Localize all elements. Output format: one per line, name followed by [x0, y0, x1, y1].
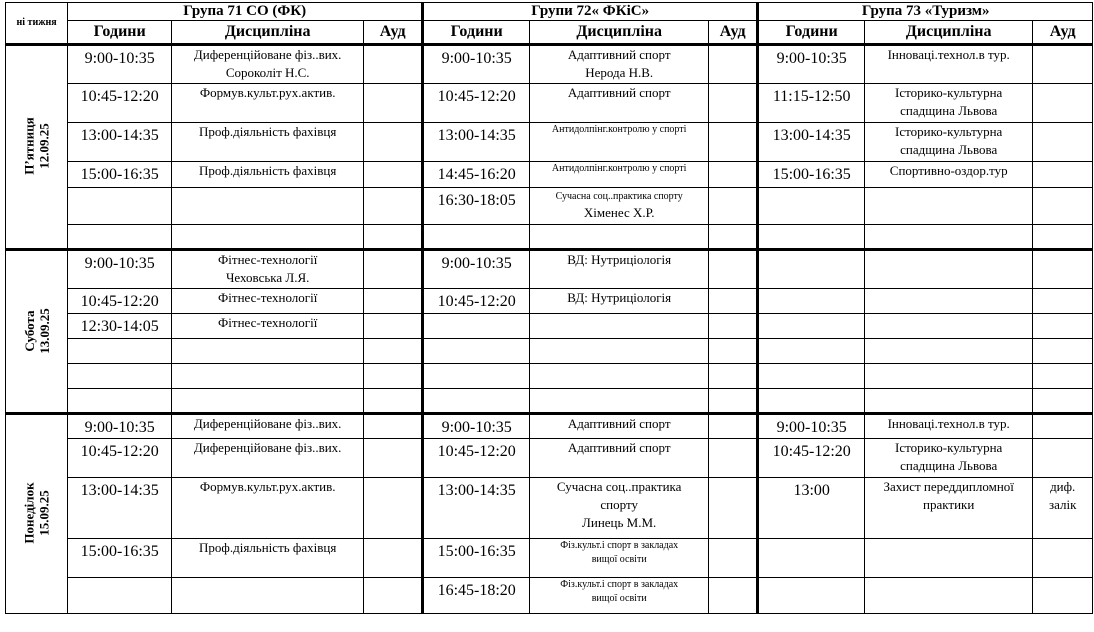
column-header-row: [6, 21, 1093, 45]
subject-line: Формув.культ.рух.актив.: [199, 479, 336, 494]
time-cell: [423, 314, 530, 339]
subject-cell: [172, 123, 364, 162]
subject-cell: [172, 389, 364, 414]
time-cell: 9:00-10:35: [758, 414, 865, 439]
time-cell: [423, 364, 530, 389]
col-header-time: Години: [68, 21, 172, 45]
subject-cell: [865, 339, 1033, 364]
subject-line: Формув.культ.рух.актив.: [199, 85, 336, 100]
aud-cell: [1033, 45, 1093, 84]
subject-line: Антидолпінг.контролю у спорті: [551, 163, 687, 174]
subject-cell: [172, 162, 364, 188]
time-cell: 15:00-16:35: [68, 162, 172, 188]
day-name: Понеділок: [21, 482, 37, 544]
subject-line: вищої освіти: [591, 593, 647, 604]
subject-cell: [865, 364, 1033, 389]
schedule-row: [6, 389, 1093, 414]
subject-cell: [172, 339, 364, 364]
group-73-header: Група 73 «Туризм»: [758, 3, 1093, 21]
col-header-subject: Дисципліна: [172, 21, 364, 45]
schedule-row: [6, 45, 1093, 84]
subject-line: Фітнес-технології: [218, 290, 318, 305]
subject-cell: [865, 439, 1033, 478]
schedule-row: [6, 478, 1093, 539]
time-cell: [68, 578, 172, 614]
subject-line: Диференційоване фіз..вих.: [193, 47, 342, 62]
subject-cell: [172, 84, 364, 123]
day-name: Субота: [21, 309, 37, 352]
subject-cell: [865, 478, 1033, 539]
time-cell: 9:00-10:35: [423, 45, 530, 84]
subject-line: Інноваці.технол.в тур.: [887, 416, 1010, 431]
time-cell: 13:00-14:35: [758, 123, 865, 162]
subject-cell: [530, 84, 709, 123]
subject-line: Проф.діяльність фахівця: [199, 540, 337, 555]
subject-line: Проф.діяльність фахівця: [199, 124, 337, 139]
time-cell: 13:00-14:35: [68, 123, 172, 162]
aud-cell: [709, 439, 758, 478]
aud-cell: [1033, 162, 1093, 188]
aud-cell: [364, 314, 423, 339]
subject-cell: [865, 289, 1033, 314]
subject-cell: [530, 250, 709, 289]
aud-cell: [1033, 389, 1093, 414]
subject-line: Адаптивний спорт: [567, 416, 671, 431]
time-cell: 10:45-12:20: [423, 289, 530, 314]
day-label: [22, 308, 52, 354]
day-label: [22, 482, 52, 543]
time-cell: [758, 250, 865, 289]
aud-cell: [709, 339, 758, 364]
col-header-time: Години: [758, 21, 865, 45]
schedule-row: [6, 123, 1093, 162]
aud-cell: [1033, 188, 1093, 225]
aud-cell: [1033, 225, 1093, 250]
aud-cell: [709, 45, 758, 84]
aud-cell: [364, 578, 423, 614]
col-header-subject: Дисципліна: [530, 21, 709, 45]
subject-cell: [530, 123, 709, 162]
schedule-row: [6, 250, 1093, 289]
time-cell: 13:00-14:35: [423, 123, 530, 162]
subject-cell: [865, 578, 1033, 614]
aud-cell: [709, 539, 758, 578]
subject-line: спадщина Львова: [900, 142, 998, 157]
subject-line: Фітнес-технології: [218, 315, 318, 330]
subject-cell: [530, 162, 709, 188]
subject-line: Історико-культурна: [895, 440, 1003, 455]
time-cell: 15:00-16:35: [68, 539, 172, 578]
subject-cell: [530, 478, 709, 539]
subject-line: Історико-культурна: [895, 124, 1003, 139]
time-cell: 12:30-14:05: [68, 314, 172, 339]
day-date: 12.09.25: [36, 123, 52, 169]
subject-cell: [172, 250, 364, 289]
time-cell: [423, 389, 530, 414]
subject-line: Хіменес Х.Р.: [583, 205, 655, 220]
schedule-row: [6, 188, 1093, 225]
subject-cell: [530, 414, 709, 439]
time-cell: 15:00-16:35: [758, 162, 865, 188]
aud-line: диф.: [1050, 479, 1076, 494]
subject-line: спорту: [600, 497, 638, 512]
subject-cell: [865, 162, 1033, 188]
subject-line: вищої освіти: [591, 554, 647, 565]
subject-cell: [172, 539, 364, 578]
aud-cell: [1033, 578, 1093, 614]
schedule-row: [6, 439, 1093, 478]
subject-cell: [172, 45, 364, 84]
time-cell: 15:00-16:35: [423, 539, 530, 578]
aud-cell: [709, 250, 758, 289]
subject-line: Нерода Н.В.: [585, 65, 654, 80]
aud-cell: [1033, 314, 1093, 339]
aud-cell: [709, 188, 758, 225]
subject-cell: [865, 45, 1033, 84]
subject-cell: [530, 314, 709, 339]
schedule-row: [6, 314, 1093, 339]
time-cell: [758, 188, 865, 225]
subject-line: ВД: Нутриціологія: [567, 252, 672, 267]
subject-cell: [530, 389, 709, 414]
aud-cell: [709, 414, 758, 439]
aud-cell: [364, 162, 423, 188]
aud-cell: [364, 123, 423, 162]
schedule-row: [6, 289, 1093, 314]
schedule-row: [6, 339, 1093, 364]
schedule-row: [6, 162, 1093, 188]
time-cell: 16:45-18:20: [423, 578, 530, 614]
aud-cell: [1033, 364, 1093, 389]
subject-line: практики: [923, 497, 975, 512]
time-cell: [758, 578, 865, 614]
schedule-table: [5, 2, 1093, 614]
time-cell: [68, 364, 172, 389]
subject-line: Диференційоване фіз..вих.: [193, 416, 342, 431]
subject-line: Спортивно-оздор.тур: [889, 163, 1008, 178]
day-label: [22, 117, 52, 174]
subject-cell: [172, 439, 364, 478]
aud-cell: [709, 364, 758, 389]
day-column-header: ні тижня: [6, 3, 68, 45]
aud-cell: [709, 225, 758, 250]
subject-cell: [172, 225, 364, 250]
aud-cell: [709, 578, 758, 614]
time-cell: [423, 225, 530, 250]
time-cell: 10:45-12:20: [758, 439, 865, 478]
subject-line: Сороколіт Н.С.: [225, 65, 310, 80]
subject-line: Захист переддипломної: [883, 479, 1014, 494]
time-cell: [68, 225, 172, 250]
subject-line: Проф.діяльність фахівця: [199, 163, 337, 178]
schedule-row: [6, 364, 1093, 389]
time-cell: 9:00-10:35: [423, 414, 530, 439]
aud-cell: [364, 225, 423, 250]
group-header-row: [6, 3, 1093, 21]
aud-cell: [1033, 84, 1093, 123]
aud-cell: [1033, 250, 1093, 289]
time-cell: 13:00-14:35: [68, 478, 172, 539]
subject-line: Адаптивний спорт: [567, 440, 671, 455]
time-cell: 13:00-14:35: [423, 478, 530, 539]
time-cell: 14:45-16:20: [423, 162, 530, 188]
subject-line: Антидолпінг.контролю у спорті: [551, 124, 687, 135]
time-cell: 9:00-10:35: [68, 414, 172, 439]
time-cell: [758, 225, 865, 250]
time-cell: [758, 389, 865, 414]
subject-line: Фіз.культ.і спорт в закладах: [560, 540, 679, 551]
time-cell: 10:45-12:20: [68, 84, 172, 123]
col-header-aud: Ауд: [709, 21, 758, 45]
time-cell: 9:00-10:35: [758, 45, 865, 84]
subject-cell: [865, 539, 1033, 578]
time-cell: [758, 539, 865, 578]
time-cell: [68, 389, 172, 414]
aud-cell: [1033, 289, 1093, 314]
subject-line: Чеховська Л.Я.: [225, 270, 310, 285]
time-cell: 10:45-12:20: [68, 289, 172, 314]
subject-line: Інноваці.технол.в тур.: [887, 47, 1010, 62]
aud-cell: [709, 84, 758, 123]
aud-cell: [364, 84, 423, 123]
subject-cell: [865, 314, 1033, 339]
day-date: 13.09.25: [36, 307, 52, 354]
time-cell: [758, 314, 865, 339]
subject-cell: [530, 339, 709, 364]
aud-cell: [1033, 123, 1093, 162]
time-cell: 10:45-12:20: [423, 84, 530, 123]
subject-cell: [865, 250, 1033, 289]
group-71-header: Група 71 СО (ФК): [68, 3, 423, 21]
subject-line: Адаптивний спорт: [567, 85, 671, 100]
time-cell: 10:45-12:20: [68, 439, 172, 478]
group-72-header: Групи 72« ФКіС»: [423, 3, 758, 21]
time-cell: 9:00-10:35: [68, 45, 172, 84]
aud-cell: [364, 45, 423, 84]
subject-cell: [530, 225, 709, 250]
aud-cell: [709, 123, 758, 162]
aud-cell: [364, 478, 423, 539]
aud-cell: [709, 389, 758, 414]
subject-cell: [172, 414, 364, 439]
subject-line: Диференційоване фіз..вих.: [193, 440, 342, 455]
subject-line: ВД: Нутриціологія: [567, 290, 672, 305]
day-label-cell: [6, 45, 68, 250]
aud-line: залік: [1048, 497, 1077, 512]
time-cell: 10:45-12:20: [423, 439, 530, 478]
subject-cell: [865, 414, 1033, 439]
schedule-row: [6, 225, 1093, 250]
time-cell: 13:00: [758, 478, 865, 539]
aud-cell: [709, 314, 758, 339]
aud-cell: [1033, 478, 1093, 539]
time-cell: 9:00-10:35: [68, 250, 172, 289]
time-cell: [758, 289, 865, 314]
day-name: П’ятниця: [21, 117, 37, 175]
subject-cell: [172, 314, 364, 339]
time-cell: 16:30-18:05: [423, 188, 530, 225]
subject-cell: [530, 578, 709, 614]
aud-cell: [364, 289, 423, 314]
col-header-time: Години: [423, 21, 530, 45]
aud-cell: [709, 162, 758, 188]
subject-line: Адаптивний спорт: [567, 47, 671, 62]
aud-cell: [1033, 439, 1093, 478]
aud-cell: [364, 364, 423, 389]
subject-cell: [530, 539, 709, 578]
aud-cell: [1033, 539, 1093, 578]
time-cell: [758, 339, 865, 364]
subject-line: Линець М.М.: [582, 515, 657, 530]
time-cell: [423, 339, 530, 364]
subject-line: Фіз.культ.і спорт в закладах: [560, 579, 679, 590]
aud-cell: [364, 188, 423, 225]
subject-cell: [530, 364, 709, 389]
col-header-subject: Дисципліна: [865, 21, 1033, 45]
schedule-row: [6, 539, 1093, 578]
subject-cell: [530, 439, 709, 478]
subject-cell: [172, 289, 364, 314]
subject-line: Сучасна соц..практика: [556, 479, 682, 494]
subject-line: спадщина Львова: [900, 458, 998, 473]
subject-line: Історико-культурна: [895, 85, 1003, 100]
subject-line: Фітнес-технології: [218, 252, 318, 267]
day-label-cell: [6, 414, 68, 614]
schedule-row: [6, 84, 1093, 123]
subject-cell: [865, 123, 1033, 162]
aud-cell: [709, 478, 758, 539]
subject-cell: [865, 188, 1033, 225]
subject-cell: [865, 225, 1033, 250]
subject-cell: [530, 45, 709, 84]
aud-cell: [364, 414, 423, 439]
col-header-aud: Ауд: [1033, 21, 1093, 45]
day-label-cell: [6, 250, 68, 414]
col-header-aud: Ауд: [364, 21, 423, 45]
time-cell: [758, 364, 865, 389]
aud-cell: [364, 439, 423, 478]
aud-cell: [364, 539, 423, 578]
aud-cell: [364, 339, 423, 364]
schedule-row: [6, 578, 1093, 614]
subject-line: спадщина Львова: [900, 103, 998, 118]
subject-cell: [172, 364, 364, 389]
subject-cell: [172, 188, 364, 225]
aud-cell: [1033, 339, 1093, 364]
subject-cell: [172, 578, 364, 614]
subject-cell: [865, 84, 1033, 123]
time-cell: 11:15-12:50: [758, 84, 865, 123]
subject-cell: [172, 478, 364, 539]
time-cell: [68, 188, 172, 225]
aud-cell: [1033, 414, 1093, 439]
aud-cell: [709, 289, 758, 314]
subject-line: Сучасна соц..практика спорту: [555, 191, 683, 202]
schedule-row: [6, 414, 1093, 439]
subject-cell: [530, 289, 709, 314]
aud-cell: [364, 389, 423, 414]
time-cell: 9:00-10:35: [423, 250, 530, 289]
subject-cell: [530, 188, 709, 225]
day-date: 15.09.25: [36, 490, 52, 536]
subject-cell: [865, 389, 1033, 414]
time-cell: [68, 339, 172, 364]
aud-cell: [364, 250, 423, 289]
